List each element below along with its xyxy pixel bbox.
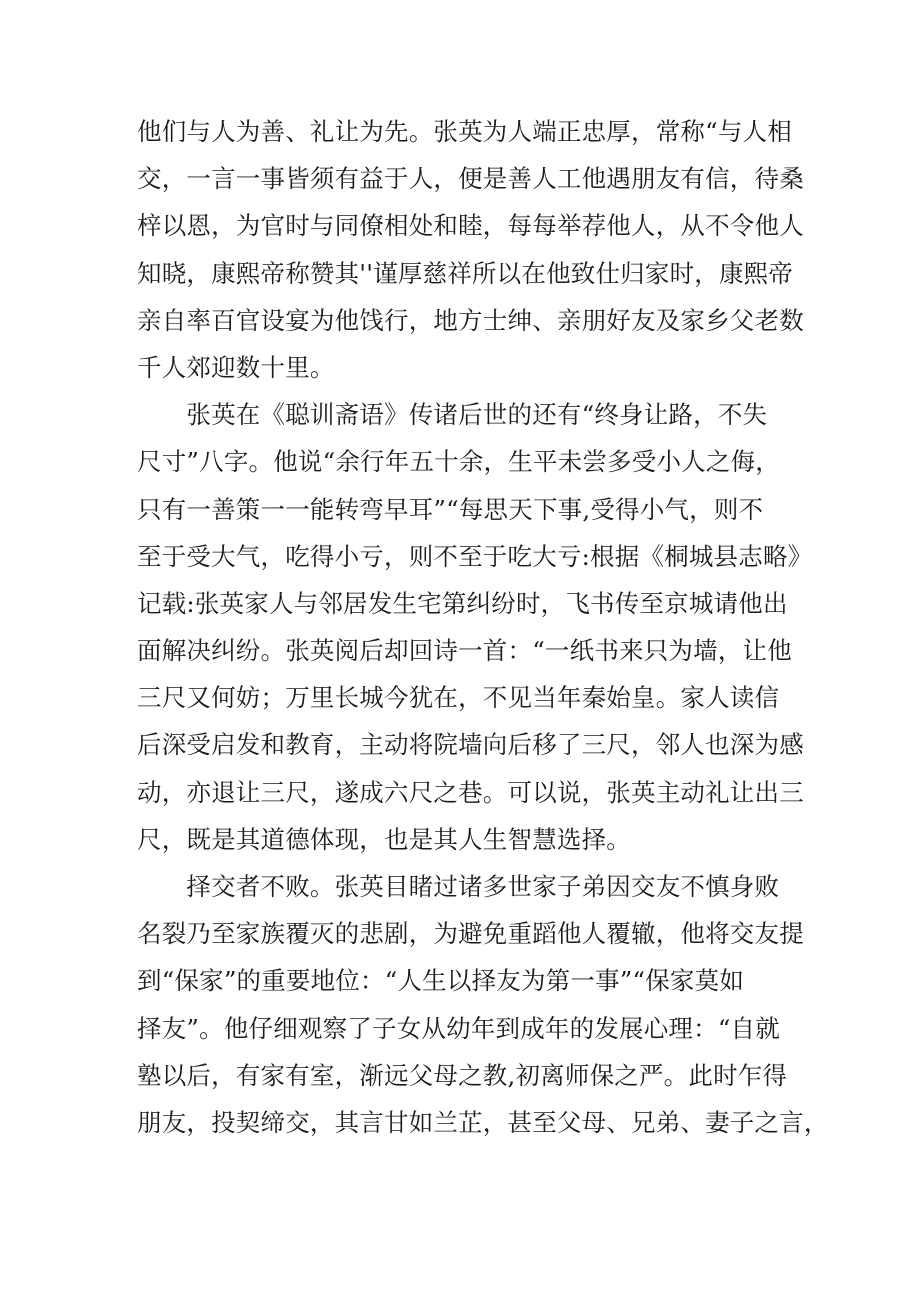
text-line: 动，亦退让三尺，遂成六尺之巷。可以说，张英主动礼让出三: [137, 777, 804, 807]
body-text: [137, 108, 829, 1146]
text-line: 面解决纠纷。张英阅后却回诗一首：“一纸书来只为墙，让他: [137, 636, 792, 666]
text-line: 千人郊迎数十里。: [137, 352, 335, 382]
text-line: 知晓，康熙帝称赞其''谨厚慈祥所以在他致仕归家时，康熙帝: [137, 258, 794, 288]
text-line: 尺，既是其道德体现，也是其人生智慧选择。: [137, 824, 631, 854]
text-line: 亲自率百官设宴为他饯行，地方士绅、亲朋好友及家乡父老数: [137, 305, 804, 335]
text-line: 择交者不败。张英目睹过诸多世家子弟因交友不慎身败: [137, 872, 780, 901]
text-line: 记载:张英家人与邻居发生宅第纠纷时，飞书传至京城请他出: [137, 588, 788, 618]
text-line: 三尺又何妨；万里长城今犹在，不见当年秦始皇。家人读信: [137, 683, 780, 713]
text-line: 名裂乃至家族覆灭的悲剧，为避免重蹈他人覆辙，他将交友提: [137, 919, 804, 949]
paragraph-3: [137, 863, 829, 1146]
paragraph-1: [137, 108, 817, 391]
text-line: 张英在《聪训斋语》传诸后世的还有“终身让路，不失: [137, 400, 768, 430]
text-line: 他们与人为善、礼让为先。张英为人端正忠厚，常称“与人相: [137, 117, 792, 146]
text-line: 朋友，投契缔交，其言甘如兰芷，甚至父母、兄弟、妻子之言，: [137, 1107, 829, 1137]
text-line: 梓以恩，为官时与同僚相处和睦，每每举荐他人，从不令他人: [137, 211, 804, 241]
text-line: 塾以后，有家有室，渐远父母之教,初离师保之严。此时乍得: [137, 1060, 788, 1090]
text-line: 尺寸”八字。他说“余行年五十余，生平未尝多受小人之侮，: [137, 447, 780, 477]
text-line: 交，一言一事皆须有益于人，便是善人工他遇朋友有信，待桑: [137, 164, 804, 194]
text-line: 至于受大气，吃得小亏，则不至于吃大亏:根据《桐城县志略》: [137, 541, 813, 571]
text-line: 择友”。他仔细观察了子女从幼年到成年的发展心理：“自就: [137, 1013, 780, 1043]
text-line: 只有一善策一一能转弯早耳”“每思天下事,受得小气，则不: [137, 494, 764, 524]
text-line: 到“保家”的重要地位：“人生以择友为第一事”“保家莫如: [137, 966, 745, 996]
paragraph-2: [137, 391, 817, 863]
text-line: 后深受启发和教育，主动将院墙向后移了三尺，邻人也深为感: [137, 730, 804, 760]
